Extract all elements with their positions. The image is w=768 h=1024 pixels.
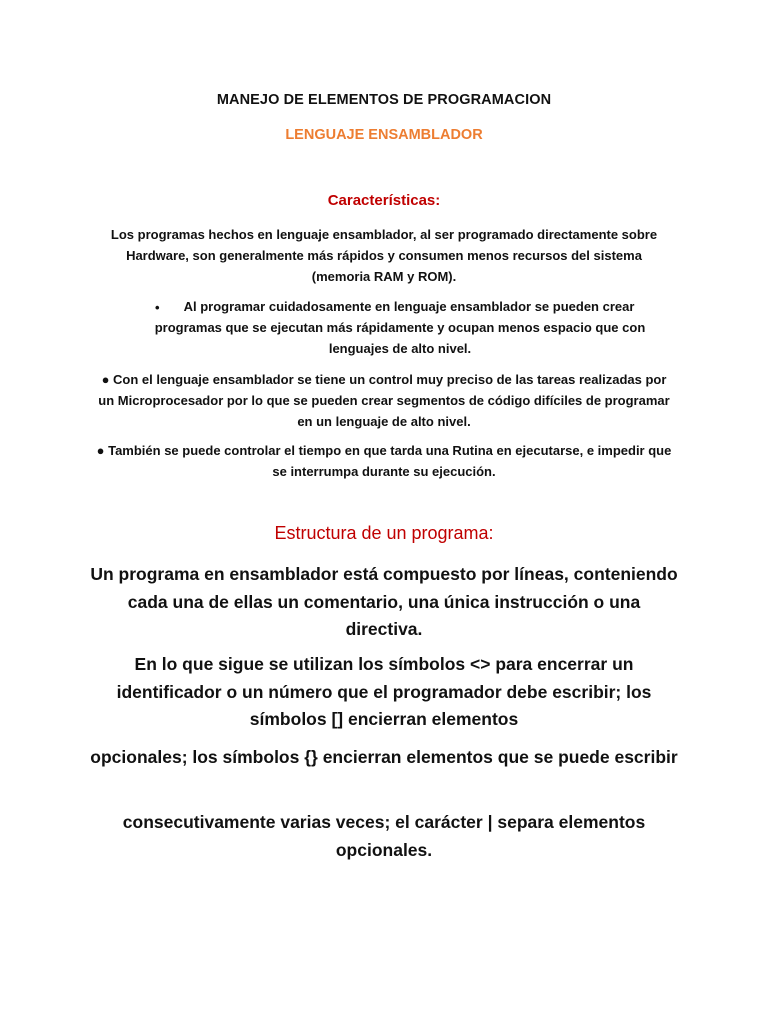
bullet-dot-icon: •	[155, 300, 160, 315]
structure-heading: Estructura de un programa:	[274, 523, 494, 543]
structure-paragraph-1: Un programa en ensamblador está compuesto por líneas, conteniendo cada una de ellas un comentario, una única instrucción o una directiva.	[90, 564, 678, 639]
bullet-item-1-text: Al programar cuidadosamente en lenguaje ensamblador se pueden crear programas que se ejecutan más rápidamente y ocupan menos espacio que con lenguajes de alto nivel.	[154, 299, 646, 356]
characteristics-heading: Características:	[327, 192, 441, 209]
document-title: MANEJO DE ELEMENTOS DE PROGRAMACION	[216, 92, 552, 108]
bullet-item-1	[150, 296, 650, 359]
intro-paragraph: Los programas hechos en lenguaje ensamblador, al ser programado directamente sobre Hardware, son generalmente más rápidos y consumen menos recursos del sistema (memoria RAM y ROM).	[110, 227, 658, 284]
structure-paragraph-2: En lo que sigue se utilizan los símbolos <> para encerrar un identificador o un número que el programador debe escribir; los símbolos [] encierran elementos	[116, 654, 652, 729]
structure-paragraph-3: opcionales; los símbolos {} encierran elementos que se puede escribir	[90, 747, 678, 767]
document-subtitle: LENGUAJE ENSAMBLADOR	[285, 127, 483, 143]
bullet-item-3: ● También se puede controlar el tiempo en que tarda una Rutina en ejecutarse, e impedir que se interrumpa durante su ejecución.	[96, 443, 672, 479]
structure-paragraph-4: consecutivamente varias veces; el carácter | separa elementos opcionales.	[122, 812, 646, 860]
bullet-item-2: ● Con el lenguaje ensamblador se tiene un control muy preciso de las tareas realizadas por un Microprocesador por lo que se pueden crear segmentos de código difíciles de programar en un lenguaje de alto nivel.	[98, 372, 670, 429]
